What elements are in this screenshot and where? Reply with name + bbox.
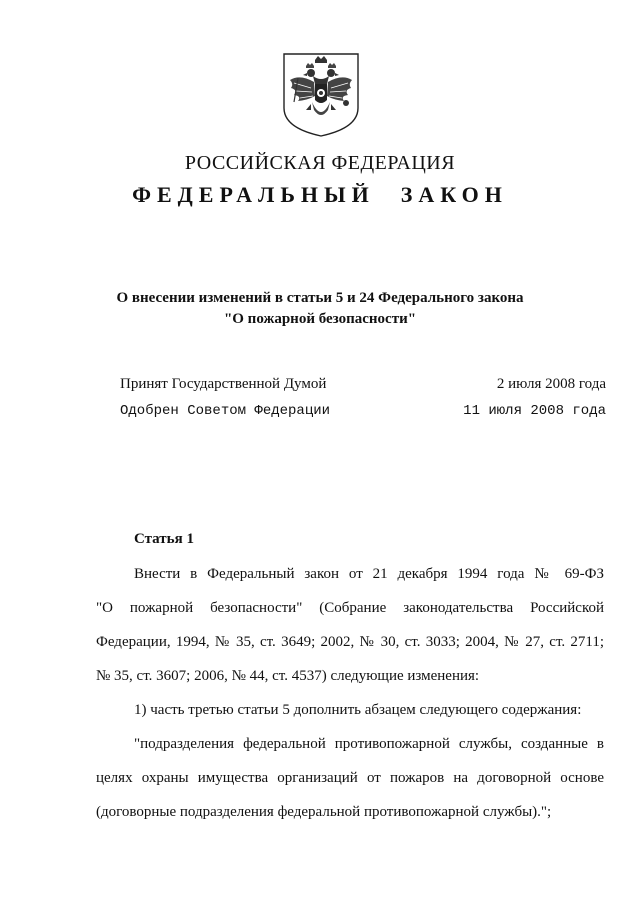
article-text-line: "подразделения федеральной противопожарной службы, созданные в (134, 736, 604, 752)
country-name: РОССИЙСКАЯ ФЕДЕРАЦИЯ (184, 152, 456, 174)
law-title-line-2: "О пожарной безопасности" (223, 311, 417, 327)
council-approval-label: Одобрен Советом Федерации (120, 403, 331, 419)
article-text-line: Внести в Федеральный закон от 21 декабря 1994 года № 69-ФЗ (134, 566, 604, 582)
law-title-line-1: О внесении изменений в статьи 5 и 24 Федерального закона (116, 290, 524, 306)
coat-of-arms-emblem-icon (278, 50, 364, 138)
article-text-line: целях охраны имущества организаций от пожаров на договорной основе (96, 770, 604, 786)
article-text-line: 1) часть третью статьи 5 дополнить абзацем следующего содержания: (134, 702, 582, 718)
document-type-heading (0, 182, 640, 208)
article-text-line: № 35, ст. 3607; 2006, № 44, ст. 4537) следующие изменения: (96, 668, 480, 684)
council-approval-date: 11 июля 2008 года (463, 403, 606, 419)
duma-adoption-date: 2 июля 2008 года (496, 376, 606, 392)
document-type-word-2: ЗАКОН (400, 182, 508, 207)
article-heading: Статья 1 (134, 531, 194, 547)
document-type-word-1: ФЕДЕРАЛЬНЫЙ (132, 182, 375, 207)
article-text-line: (договорные подразделения федеральной противопожарной службы)."; (96, 804, 552, 820)
duma-adoption-label: Принят Государственной Думой (120, 376, 327, 392)
article-text-line: Федерации, 1994, № 35, ст. 3649; 2002, № 30, ст. 3033; 2004, № 27, ст. 2711; (96, 634, 604, 650)
article-text-line: "О пожарной безопасности" (Собрание законодательства Российской (96, 600, 604, 616)
